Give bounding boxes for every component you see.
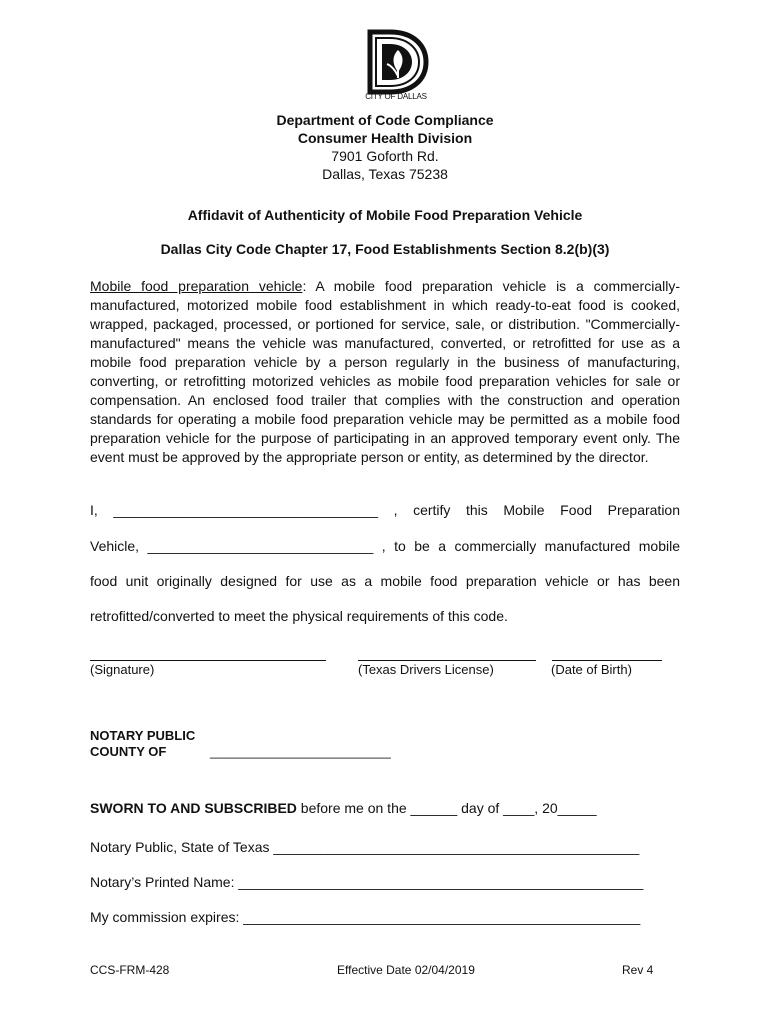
address-line-1: 7901 Goforth Rd. xyxy=(331,148,439,164)
effective-date: Effective Date 02/04/2019 xyxy=(337,963,475,977)
revision: Rev 4 xyxy=(622,963,654,977)
sworn-bold: SWORN TO AND SUBSCRIBED xyxy=(90,800,297,816)
commission-expires-line[interactable]: My commission expires: ___________________________________________________ xyxy=(90,909,641,925)
definition-paragraph xyxy=(90,277,680,467)
sworn-statement xyxy=(90,800,597,816)
dob-label: (Date of Birth) xyxy=(551,662,632,677)
dob-line[interactable] xyxy=(552,660,662,661)
certify-line-3: food unit originally designed for use as a mobile food preparation vehicle or has been xyxy=(90,573,680,589)
county-heading: COUNTY OF xyxy=(90,744,167,759)
signature-label: (Signature) xyxy=(90,662,155,677)
sworn-rest: before me on the ______ day of ____, 20_____ xyxy=(296,800,597,816)
certify-line-4: retrofitted/converted to meet the physical requirements of this code. xyxy=(90,608,508,624)
signature-line[interactable] xyxy=(90,660,326,661)
document-subtitle: Dallas City Code Chapter 17, Food Establishments Section 8.2(b)(3) xyxy=(160,241,610,257)
logo-caption: CITY OF DALLAS xyxy=(365,92,427,101)
department-name: Department of Code Compliance xyxy=(276,112,494,128)
county-blank[interactable]: _________________________ xyxy=(210,744,391,759)
certify-line-2: Vehicle, _____________________________ , to be a commercially manufactured mobile xyxy=(90,538,680,554)
license-line[interactable] xyxy=(358,660,536,661)
notary-printed-name-line[interactable]: Notary’s Printed Name: ____________________________________________________ xyxy=(90,874,644,890)
form-id: CCS-FRM-428 xyxy=(90,963,170,977)
certify-line-1: I, __________________________________ , certify this Mobile Food Preparation xyxy=(90,502,680,518)
document-title: Affidavit of Authenticity of Mobile Food Preparation Vehicle xyxy=(187,207,583,223)
division-name: Consumer Health Division xyxy=(297,130,473,146)
notary-state-line[interactable]: Notary Public, State of Texas _______________________________________________ xyxy=(90,839,640,855)
address-line-2: Dallas, Texas 75238 xyxy=(322,166,448,182)
definition-term: Mobile food preparation vehicle xyxy=(90,278,303,294)
notary-heading: NOTARY PUBLIC xyxy=(90,728,196,743)
city-of-dallas-logo xyxy=(362,28,430,102)
license-label: (Texas Drivers License) xyxy=(358,662,494,677)
definition-text: : A mobile food preparation vehicle is a commercially-manufactured, motorized mobile food establishment in which ready-to-eat food is cooked, wrapped, packaged, processed, or portioned for service, sale, or distribution. "Commercially-manufactured" means the vehicle was manufactured, converted, or retrofitted for use as a mobile food preparation vehicle by a person regularly in the business of manufacturing, converting, or retrofitting motorized vehicles as mobile food preparation vehicles for sale or compensation. An enclosed food trailer that complies with the construction and operation standards for operating a mobile food preparation vehicle may be permitted as a mobile food preparation vehicle for the purpose of participating in an approved temporary event only. The event must be approved by the appropriate person or entity, as determined by the director. xyxy=(90,278,680,465)
